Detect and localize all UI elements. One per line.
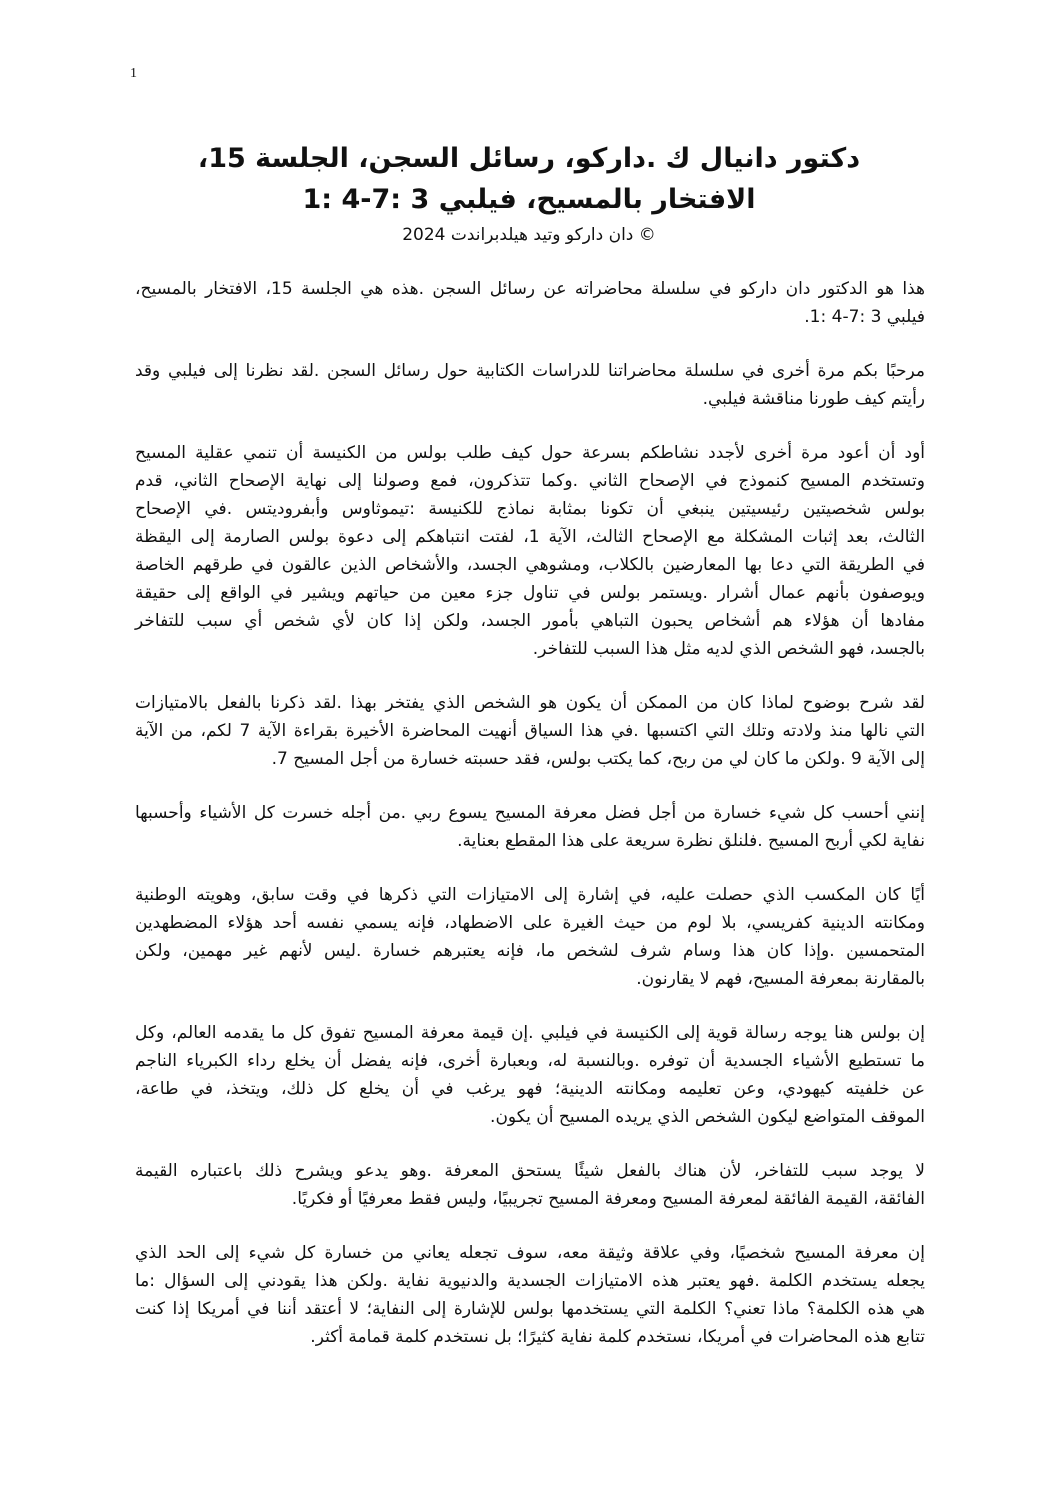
paragraph: [135, 439, 925, 663]
title-line-2: الافتخار بالمسيح، فيلبي 3 :7-4 :1: [302, 184, 756, 215]
text-line: المتحمسين .وإذا كان هذا وسام شرف لشخص ما، فإنه يعتبرهم خسارة .ليس لأنهم غير مهمين، ولكن: [135, 941, 925, 961]
text-line: إن بولس هنا يوجه رسالة قوية إلى الكنيسة في فيلبي .إن قيمة معرفة المسيح تفوق كل ما يقدمه العالم، وكل: [135, 1023, 925, 1043]
text-line: .إلى الآية 9 .ولكن ما كان لي من ربح، كما يكتب بولس، فقد حسبته خسارة من أجل المسيح 7: [271, 749, 925, 769]
text-line: مرحبًا بكم مرة أخرى في سلسلة محاضراتنا للدراسات الكتابية حول رسائل السجن .لقد نظرنا إلى فيلبي وقد: [135, 361, 925, 381]
text-line: ويوصفون بأنهم عمال أشرار .ويستمر بولس في تناول جزء معين من حياتهم ويشير في الواقع إلى حقيقة: [135, 583, 925, 603]
paragraph: [135, 1019, 925, 1131]
text-line: أود أن أعود مرة أخرى لأجدد نشاطكم بسرعة حول كيف طلب بولس من الكنيسة أن تنمي عقلية المسيح: [135, 443, 925, 463]
paragraph: [135, 689, 925, 773]
text-line: ومكانته الدينية كفريسي، بلا لوم من حيث الغيرة على الاضطهاد، فإنه يسمي نفسه أحد هؤلاء المضطهدين: [135, 913, 925, 933]
text-line: .تتابع هذه المحاضرات في أمريكا، نستخدم كلمة نفاية كثيرًا؛ بل نستخدم كلمة قمامة أكثر: [310, 1327, 925, 1347]
text-line: إن معرفة المسيح شخصيًا، وفي علاقة وثيقة معه، سوف تجعله يعاني من خسارة كل شيء إلى الحد الذي: [135, 1243, 925, 1263]
text-line: .الفائقة، القيمة الفائقة لمعرفة المسيح ومعرفة المسيح تجريبيًا، وليس فقط معرفيًا أو فكريًا: [291, 1189, 925, 1209]
text-line: أيًا كان المكسب الذي حصلت عليه، في إشارة إلى الامتيازات التي ذكرها في وقت سابق، وهويته الوطنية: [135, 885, 925, 905]
text-line: ،عن خلفيته كيهودي، وعن تعليمه ومكانته الدينية؛ فهو يرغب في أن يخلع كل ذلك، ويتخذ، في طاعة: [135, 1079, 925, 1099]
text-line: يجعله يستخدم الكلمة .فهو يعتبر هذه الامتيازات الجسدية والدنيوية نفاية .ولكن هذا يقودني إلى السؤال :ما: [135, 1271, 925, 1291]
text-line: التي نالها منذ ولادته وتلك التي اكتسبها .في هذا السياق أنهيت المحاضرة الأخيرة بقراءة الآية 7 لكم، من الآية: [135, 721, 925, 741]
text-line: الثالث، بعد إثبات المشكلة مع الإصحاح الثالث، الآية 1، لفتت انتباهكم إلى دعوة بولس الصارمة إلى اليقظة: [135, 527, 925, 547]
text-line: .نفاية لكي أربح المسيح .فلنلق نظرة سريعة على هذا المقطع بعناية: [457, 831, 925, 851]
document-title: [100, 138, 958, 220]
text-line: في الطريقة التي دعا بها المعارضين بالكلاب، ومشوهي الجسد، والأشخاص الذين عالقون في طرقهم الخاصة: [135, 555, 925, 575]
text-line: وتستخدم المسيح كنموذج في الإصحاح الثاني .وكما تتذكرون، فمع وصولنا إلى نهاية الإصحاح الثاني، قدم: [135, 471, 925, 491]
text-line: مفادها أن هؤلاء هم أشخاص يحبون التباهي بأمور الجسد، ولكن إذا كان لأي شخص أي سبب للتفاخر: [135, 611, 925, 631]
text-line: لقد شرح بوضوح لماذا كان من الممكن أن يكون هو الشخص الذي يفتخر بهذا .لقد ذكرنا بالفعل بالامتيازات: [135, 693, 925, 713]
paragraph: [135, 357, 925, 413]
paragraph: [135, 1157, 925, 1213]
text-line: إنني أحسب كل شيء خسارة من أجل فضل معرفة المسيح يسوع ربي .من أجله خسرت كل الأشياء وأحسبها: [135, 803, 925, 823]
paragraph: [135, 1239, 925, 1351]
text-line: .رأيتم كيف طورنا مناقشة فيلبي: [702, 389, 925, 409]
text-line: بولس شخصيتين رئيسيتين ينبغي أن تكونا بمثابة نماذج للكنيسة :تيموثاوس وأبفروديتس .في الإصحاح: [135, 499, 925, 519]
copyright-line: دان داركو وتيد هيلدبراندت 2024 ©: [402, 225, 656, 245]
paragraph: [135, 799, 925, 855]
text-line: لا يوجد سبب للتفاخر، لأن هناك بالفعل شيئًا يستحق المعرفة .وهو يدعو ويشرح ذلك باعتباره القيمة: [135, 1161, 925, 1181]
text-line: ،هذا هو الدكتور دان داركو في سلسلة محاضراته عن رسائل السجن .هذه هي الجلسة 15، الافتخار بالمسيح: [135, 279, 925, 299]
paragraph: [135, 881, 925, 993]
text-line: .بالمقارنة بمعرفة المسيح، فهم لا يقارنون: [636, 969, 925, 989]
page-number: 1: [130, 66, 137, 81]
paragraph: [135, 275, 925, 331]
text-line: .بالجسد، فهو الشخص الذي لديه مثل هذا السبب للتفاخر: [532, 639, 925, 659]
text-line: هي هذه الكلمة؟ ماذا تعني؟ الكلمة التي يستخدمها بولس للإشارة إلى النفاية؛ لا أعتقد أننا في أمريكا إذا كنت: [135, 1299, 925, 1319]
title-line-1: ،دكتور دانيال ك .داركو، رسائل السجن، الجلسة 15: [197, 143, 861, 174]
document-body: [135, 275, 925, 1377]
text-line: ما تستطيع الأشياء الجسدية أن توفره .وبالنسبة له، وبعبارة أخرى، فإنه يفضل أن يخلع رداء الكبرياء الناجم: [135, 1051, 925, 1071]
text-line: .الموقف المتواضع ليكون الشخص الذي يريده المسيح أن يكون: [490, 1107, 925, 1127]
text-line: .فيلبي 3 :7-4 :1: [804, 307, 925, 327]
